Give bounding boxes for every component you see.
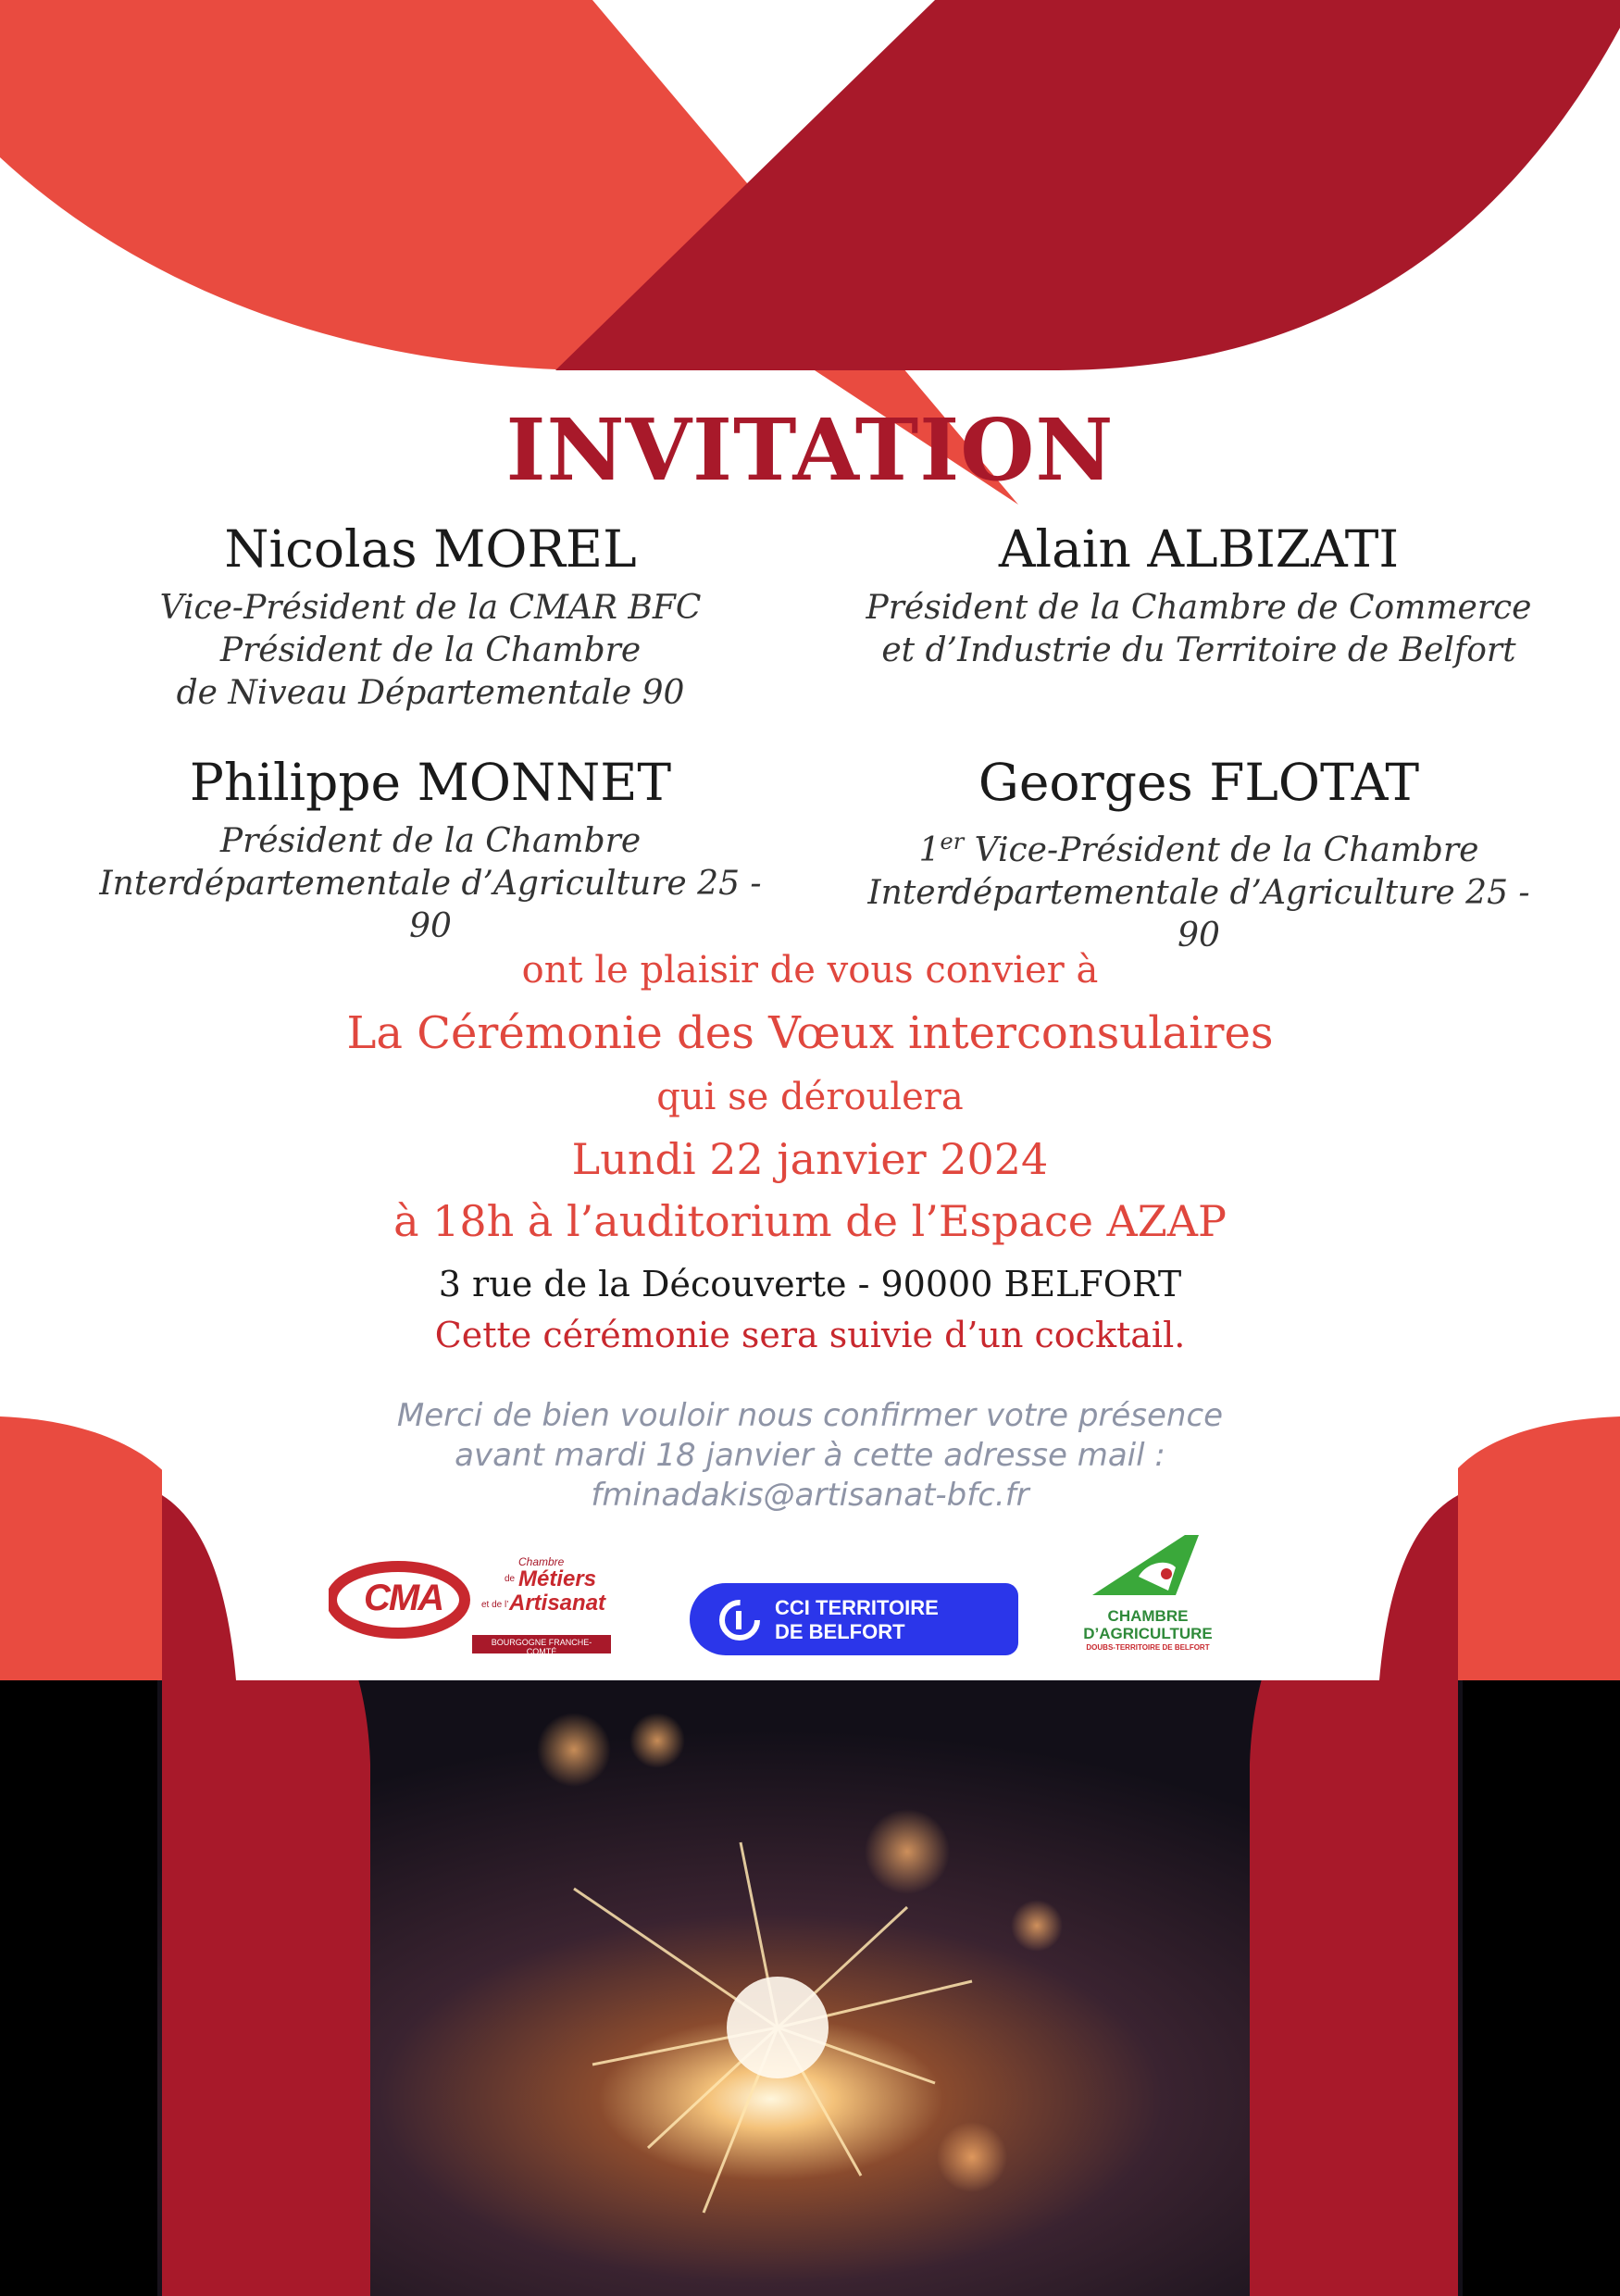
host-georges-flotat [847, 752, 1551, 957]
host-role-text: Vice-Président de la Chambre [964, 831, 1479, 869]
cma-small-text: de [505, 1574, 516, 1584]
host-role [79, 587, 782, 715]
cma-logo-letters: CMA [364, 1578, 443, 1618]
invite-will-take-place: qui se déroulera [656, 1076, 964, 1118]
sparkler-core [727, 1977, 829, 2078]
host-role-line: et d’Industrie du Territoire de Belfort [881, 631, 1516, 669]
cocktail-note: Cette cérémonie sera suivie d’un cocktail. [434, 1315, 1186, 1355]
agri-line: CHAMBRE [1107, 1607, 1189, 1625]
host-name: Philippe MONNET [189, 753, 672, 812]
invite-intro: ont le plaisir de vous convier à [521, 949, 1099, 992]
host-role [847, 820, 1551, 957]
host-role-line: Interdépartementale d’Agriculture 25 - 90 [99, 865, 762, 945]
cci-emblem-icon [719, 1600, 760, 1641]
cma-logo [329, 1555, 634, 1657]
host-role-line [847, 820, 1551, 872]
cci-logo-text [775, 1596, 939, 1644]
ordinal-number: 1 [918, 831, 941, 869]
agriculture-logo [1074, 1526, 1222, 1665]
cma-small-text: et de l’ [481, 1600, 509, 1610]
host-name: Nicolas MOREL [224, 519, 637, 579]
host-philippe-monnet [79, 752, 782, 948]
host-role [847, 587, 1551, 672]
cma-small-text: Chambre [518, 1555, 565, 1568]
rsvp-block [0, 1396, 1620, 1516]
event-address: 3 rue de la Découverte - 90000 BELFORT [438, 1264, 1182, 1304]
agriculture-logo-text [1074, 1607, 1222, 1653]
rsvp-email-link[interactable]: fminadakis@artisanat-bfc.fr [591, 1477, 1029, 1514]
host-role-line: Président de la Chambre [219, 822, 642, 860]
event-time-place: à 18h à l’auditorium de l’Espace AZAP [393, 1196, 1227, 1246]
right-black-band [1439, 1680, 1620, 2296]
agri-subline: DOUBS-TERRITOIRE DE BELFORT [1086, 1643, 1210, 1652]
cma-region-text: BOURGOGNE FRANCHE-COMTÉ [491, 1638, 592, 1656]
event-name: La Cérémonie des Vœux interconsulaires [346, 1007, 1274, 1059]
host-alain-albizati [847, 518, 1551, 672]
cci-line: DE BELFORT [775, 1620, 905, 1643]
invitation-title: INVITATION [505, 400, 1115, 500]
cci-line: CCI TERRITOIRE [775, 1596, 939, 1619]
agriculture-emblem-icon [1074, 1526, 1222, 1609]
cma-artisanat-text: Artisanat [509, 1591, 606, 1616]
event-date: Lundi 22 janvier 2024 [571, 1134, 1049, 1184]
host-name: Alain ALBIZATI [998, 519, 1400, 579]
host-name: Georges FLOTAT [978, 753, 1420, 812]
cci-logo [690, 1583, 1018, 1655]
host-role-line: Président de la Chambre [219, 631, 642, 669]
rsvp-line: avant mardi 18 janvier à cette adresse mail : [455, 1437, 1165, 1474]
host-role [79, 820, 782, 948]
host-role-line: Interdépartementale d’Agriculture 25 - 90 [867, 874, 1530, 955]
cma-metiers-text: Métiers [518, 1566, 597, 1591]
host-role-line: Vice-Président de la CMAR BFC [159, 589, 702, 627]
rsvp-line: Merci de bien vouloir nous confirmer votre présence [396, 1397, 1224, 1434]
ordinal-suffix: er [940, 829, 965, 855]
agri-line: D’AGRICULTURE [1083, 1625, 1213, 1642]
host-nicolas-morel [79, 518, 782, 715]
host-role-line: Président de la Chambre de Commerce [866, 589, 1532, 627]
host-role-line: de Niveau Départementale 90 [176, 674, 685, 712]
